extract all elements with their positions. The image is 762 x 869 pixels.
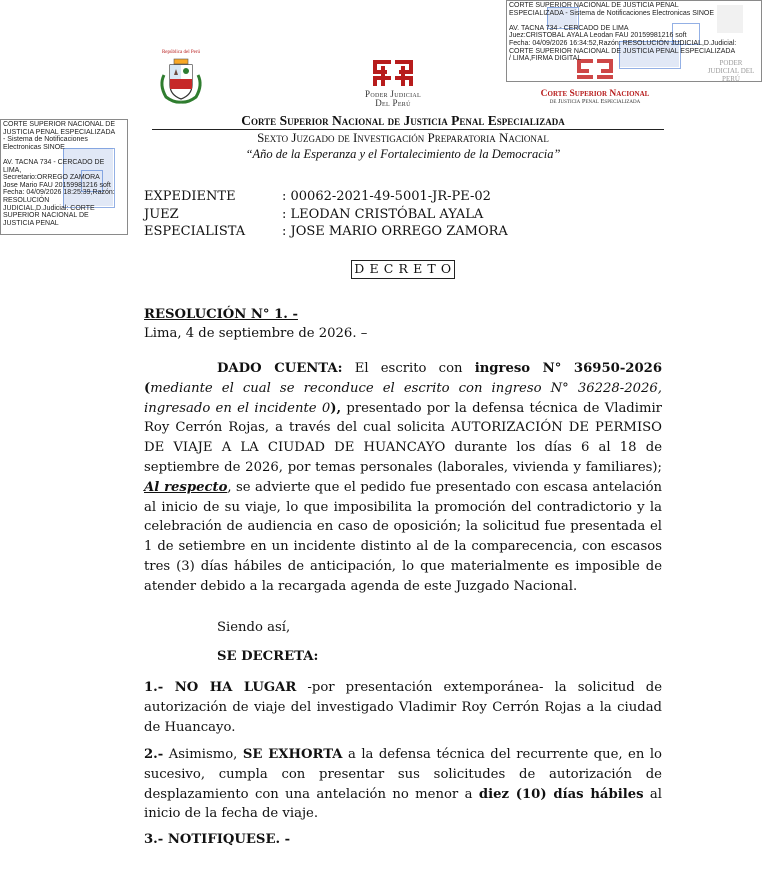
case-info-row: [144, 224, 664, 242]
stamp-line: Fecha: 04/09/2026 16:34:52,Razón: RESOLUCIÓN JUDICIAL,D.Judicial:: [509, 39, 737, 47]
poder-judicial-logo: [371, 58, 415, 88]
csnjpe-caption-2: de Justicia Penal Especializada: [549, 98, 641, 105]
se-decreta-heading: SE DECRETA:: [217, 649, 319, 664]
decree-item-1: [144, 678, 662, 737]
case-info-label: ESPECIALISTA: [144, 224, 246, 239]
peru-coat-of-arms-logo: [156, 55, 206, 105]
text-run: El escrito con: [342, 361, 475, 376]
republica-peru-caption: República del Perú: [161, 50, 201, 55]
stamp-line: CORTE SUPERIOR NACIONAL DE JUSTICIA PENAL: [509, 2, 679, 9]
stamp-line: [3, 151, 125, 159]
stamp-line: / LIMA,FIRMA DIGITAL: [509, 55, 582, 63]
case-info-value: : 00062-2021-49-5001-JR-PE-02: [282, 189, 491, 204]
resolution-place-date: Lima, 4 de septiembre de 2026. –: [144, 326, 368, 341]
dado-cuenta-paragraph: [144, 359, 662, 597]
poder-judicial-caption-2: Del Perú: [375, 98, 411, 108]
stamp-line: ESPECIALIZADA - Sistema de Notificaciones Electronicas SINOE: [509, 9, 715, 17]
document-type-label: D E C R E T O: [354, 261, 452, 276]
coat-of-arms-icon: [156, 55, 206, 105]
item-number: 2.-: [144, 747, 164, 762]
stamp-line: JUDICIAL,D.Judicial: CORTE: [3, 204, 95, 212]
stamp-line: CORTE SUPERIOR NACIONAL DE: [3, 121, 116, 128]
text-run: al inicio de la fecha de viaje.: [144, 786, 662, 822]
stamp-line: [509, 17, 759, 25]
stamp-text-lines: [3, 121, 125, 227]
case-info-row: [144, 207, 664, 225]
text-run: a la defensa técnica del recurrente que, en lo sucesivo, cumpla con presentar sus solicitudes de autorización de desplazamiento con una antelación no menor a: [144, 747, 662, 802]
case-info-value: : LEODAN CRISTÓBAL AYALA: [282, 206, 484, 222]
poder-judicial-caption-1: Poder Judicial: [365, 89, 421, 99]
text-run: Asimismo,: [163, 747, 243, 762]
case-info-row: [144, 189, 664, 207]
poder-judicial-emblem-icon: [371, 58, 415, 88]
stamp-line: AV. TACNA 734 - CERCADO DE LIMA: [509, 24, 629, 32]
digital-signature-stamp-secretary: [0, 119, 128, 235]
item-number: 1.-: [144, 680, 164, 695]
case-info-value: : JOSE MARIO ORREGO ZAMORA: [282, 224, 508, 239]
stamp-text-lines: [509, 2, 759, 63]
case-info-block: [144, 189, 664, 242]
text-run: (: [144, 380, 151, 396]
stamp-line: Electronicas SINOE: [3, 143, 65, 151]
stamp-line: AV. TACNA 734 - CERCADO DE: [3, 158, 105, 166]
digital-signature-stamp-judge: [506, 0, 762, 82]
reconduccion-note: mediante el cual se reconduce el escrito con ingreso N° 36228-2026, ingresado en el incidente 0: [144, 380, 662, 416]
ingreso-number: ingreso N° 36950-2026: [474, 361, 662, 376]
stamp-line: - Sistema de Notificaciones: [3, 136, 88, 144]
stamp-line: Juez:CRISTOBAL AYALA Leodan FAU 20159981216 soft: [509, 32, 687, 40]
stamp-line: RESOLUCIÓN: [3, 196, 50, 204]
stamp-line: LIMA,: [3, 166, 22, 174]
stamp-line: JUSTICIA PENAL: [3, 219, 59, 227]
dado-cuenta-lead: DADO CUENTA:: [217, 361, 343, 376]
case-info-label: JUEZ: [144, 206, 179, 222]
stamp-line: Fecha: 04/09/2026 18:25:39,Razón:: [3, 189, 115, 197]
se-exhorta: SE EXHORTA: [242, 747, 343, 762]
text-run: , se advierte que el pedido fue presentado con escasa antelación al inicio de su viaje, lo que imposibilita la promoción del contradictorio y la celebración de audiencia en caso de oposición; la solicitud fue presentada el 1 de setiembre en un incidente distinto al de la comparecencia, con escasos tres (3) días hábiles de anticipación, lo que materialmente es imposible de atender debido a la recargada agenda de este Juzgado Nacional.: [144, 479, 663, 594]
al-respecto: Al respecto: [144, 479, 228, 495]
stamp-watermark: PODER JUDICIAL DEL PERÚ: [707, 59, 755, 82]
siendo-asi: Siendo así,: [217, 620, 291, 635]
resolution-number: RESOLUCIÓN N° 1. -: [144, 307, 298, 322]
stamp-line: SUPERIOR NACIONAL DE: [3, 212, 89, 220]
court-unit-heading: Sexto Juzgado de Investigación Preparatoria Nacional: [257, 130, 549, 145]
stamp-line: JUSTICIA PENAL ESPECIALIZADA: [3, 128, 116, 136]
text-run: presentado por la defensa técnica de Vladimir Roy Cerrón Rojas, a través del cual solicita AUTORIZACIÓN DE PERMISO DE VIAJE A LA CIUDAD DE HUANCAYO durante los días 6 al 18 de septiembre de 2026, por temas personales (laborales, vivienda y familiares);: [144, 400, 662, 475]
document-type-box: [351, 260, 455, 279]
court-name-heading: Corte Superior Nacional de Justicia Penal Especializada: [241, 113, 565, 128]
csnjpe-caption-1: Corte Superior Nacional: [540, 89, 650, 99]
decree-item-3: 3.- NOTIFIQUESE. -: [144, 832, 291, 847]
stamp-line: Jose Mario FAU 20159981216 soft: [3, 181, 111, 189]
stamp-line: Secretario:ORREGO ZAMORA: [3, 174, 100, 182]
stamp-line: CORTE SUPERIOR NACIONAL DE JUSTICIA PENAL ESPECIALIZADA: [509, 47, 736, 55]
year-motto: “Año de la Esperanza y el Fortalecimiento de la Democracia”: [245, 147, 561, 161]
plazo-dias-habiles: diez (10) días hábiles: [478, 786, 644, 802]
text-run: ),: [330, 400, 342, 416]
no-ha-lugar: NO HA LUGAR: [163, 680, 297, 695]
text-run: -por presentación extemporánea- la solicitud de autorización de viaje del investigado Vladimir Roy Cerrón Rojas a la ciudad de Huancayo.: [144, 680, 662, 735]
decree-item-2: [144, 745, 662, 824]
case-info-label: EXPEDIENTE: [144, 189, 236, 204]
